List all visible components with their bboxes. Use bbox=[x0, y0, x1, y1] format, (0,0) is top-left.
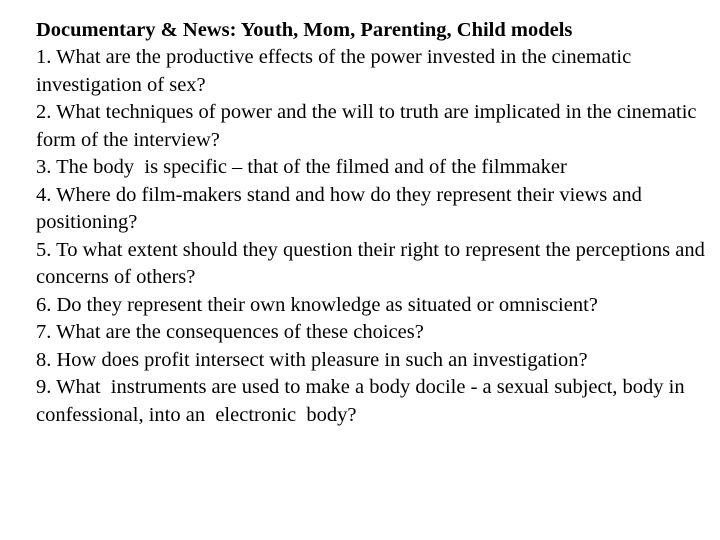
slide-title: Documentary & News: Youth, Mom, Parenting, Child models bbox=[36, 19, 573, 41]
question-1: 1. What are the productive effects of the power invested in the cinematic investigation of sex? bbox=[36, 46, 637, 96]
question-4: 4. Where do film-makers stand and how do they represent their views and positioning? bbox=[36, 183, 648, 233]
question-9: 9. What instruments are used to make a body docile - a sexual subject, body in confessional, into an electronic body? bbox=[36, 376, 690, 426]
question-6: 6. Do they represent their own knowledge as situated or omniscient? bbox=[36, 293, 598, 316]
question-2: 2. What techniques of power and the will to truth are implicated in the cinematic form of the interview? bbox=[36, 101, 702, 151]
question-5: 5. To what extent should they question their right to represent the perceptions and concerns of others? bbox=[36, 238, 710, 288]
question-7: 7. What are the consequences of these choices? bbox=[36, 321, 424, 343]
question-3: 3. The body is specific – that of the filmed and of the filmmaker bbox=[36, 156, 567, 178]
question-8: 8. How does profit intersect with pleasure in such an investigation? bbox=[36, 348, 588, 371]
slide-content bbox=[36, 17, 710, 429]
